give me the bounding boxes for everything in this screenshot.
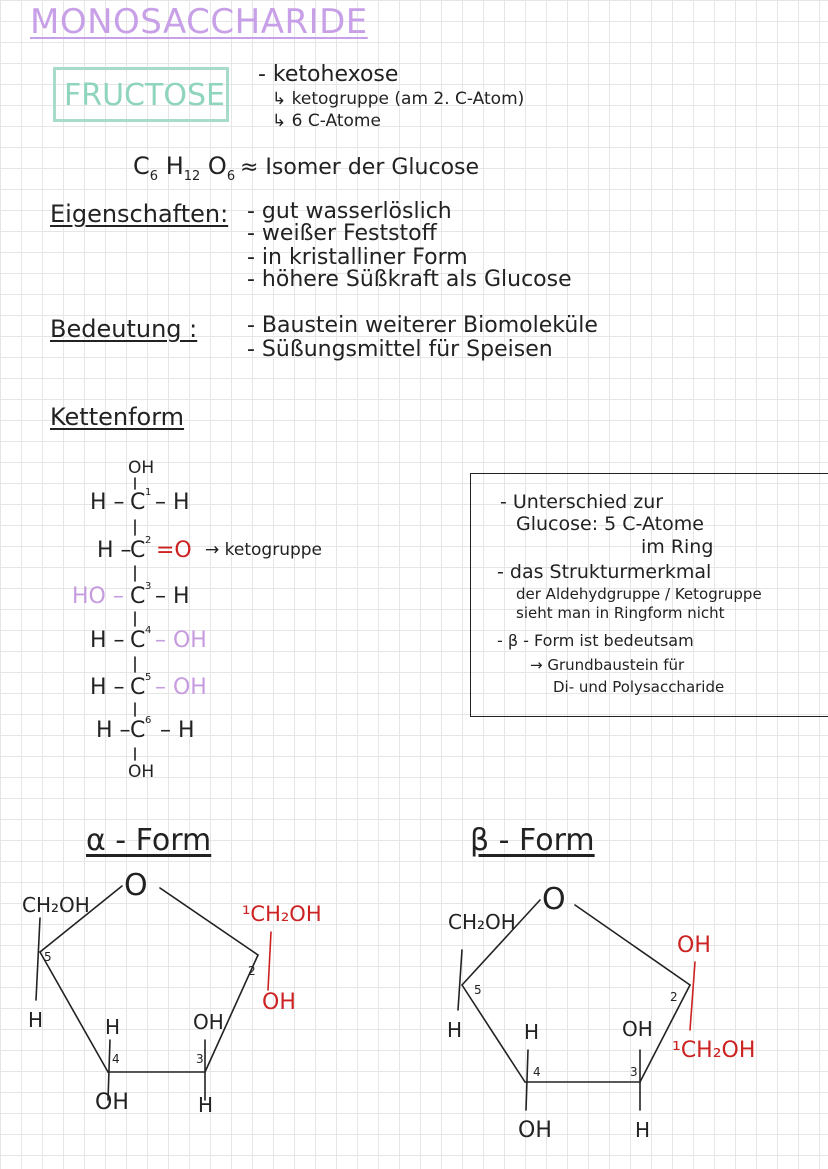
chain-c3-num: 3 — [145, 581, 152, 592]
chain-bottom-oh: OH — [128, 762, 155, 782]
chain-c4-left: H – — [90, 628, 125, 653]
beta-h-c4: H — [524, 1020, 540, 1044]
info-line: - Unterschied zur — [500, 491, 664, 513]
beta-oh-c3: OH — [622, 1017, 653, 1041]
chain-c5-right: – OH — [155, 675, 207, 700]
formula-c-sub: 6 — [149, 168, 159, 184]
alpha-c5-num: 5 — [44, 950, 52, 964]
beta-ring-bond — [462, 985, 525, 1082]
chain-c2-num: 2 — [145, 535, 152, 546]
info-line: der Aldehydgruppe / Ketogruppe — [516, 585, 762, 603]
alpha-c2-bond — [268, 932, 271, 990]
formula-h-sub: 12 — [183, 168, 201, 184]
chain-c6-num: 6 — [145, 715, 152, 726]
isomer-note: ≈ Isomer der Glucose — [240, 155, 480, 180]
c-atome-note: ↳ 6 C-Atome — [272, 111, 381, 131]
formula-o: O — [207, 152, 227, 180]
eigenschaft-item: - höhere Süßkraft als Glucose — [247, 267, 572, 292]
chain-c4: C — [130, 628, 146, 653]
info-line: sieht man in Ringform nicht — [516, 604, 725, 622]
chain-c6-right: – H — [160, 718, 195, 743]
chain-c2-left: H – — [97, 538, 132, 563]
chain-c4-right: – OH — [155, 628, 207, 653]
ketohexose-note: - ketohexose — [258, 62, 399, 87]
chain-c1-left: H – — [90, 490, 125, 515]
eigenschaften-label: Eigenschaften: — [50, 200, 229, 228]
alpha-form-label: α - Form — [86, 823, 212, 858]
alpha-ring-bond — [40, 952, 108, 1072]
bedeutung-label: Bedeutung : — [50, 315, 198, 343]
ketogruppe-note: ↳ ketogruppe (am 2. C-Atom) — [272, 89, 525, 109]
alpha-c5-bond — [36, 918, 40, 1000]
info-line: Glucose: 5 C-Atome — [516, 513, 704, 535]
beta-c1-ch2oh: ¹CH₂OH — [672, 1038, 756, 1063]
chain-c2: C — [130, 538, 146, 563]
eigenschaft-item: - weißer Feststoff — [247, 221, 437, 246]
chain-c1-right: – H — [155, 490, 190, 515]
beta-ring-bond — [575, 905, 690, 985]
chain-top-oh: OH — [128, 458, 155, 478]
chain-c3-right: – H — [155, 584, 190, 609]
beta-ch2oh-left: CH₂OH — [448, 910, 516, 934]
beta-c3-num: 3 — [630, 1065, 638, 1079]
beta-c5-bond — [458, 950, 462, 1010]
chain-c4-num: 4 — [145, 625, 152, 636]
alpha-ch2oh-left: CH₂OH — [22, 893, 90, 917]
beta-form-label: β - Form — [470, 823, 595, 858]
info-line: Di- und Polysaccharide — [553, 678, 725, 696]
chain-c1-num: 1 — [145, 487, 152, 498]
fructose-label: FRUCTOSE — [64, 78, 225, 113]
info-line: - β - Form ist bedeutsam — [497, 631, 694, 650]
alpha-c2-oh: OH — [262, 990, 296, 1015]
chain-c1: C — [130, 490, 146, 515]
kettenform-label: Kettenform — [50, 403, 185, 431]
chain-c3-left: HO – — [72, 584, 124, 609]
alpha-h-bottom: H — [198, 1093, 214, 1117]
beta-c4-num: 4 — [533, 1065, 541, 1079]
alpha-oh-c3: OH — [193, 1010, 224, 1034]
chain-c2-right: =O — [156, 538, 192, 563]
beta-c4-bond — [526, 1050, 528, 1110]
info-line: → Grundbaustein für — [530, 656, 685, 674]
bedeutung-item: - Baustein weiterer Biomoleküle — [247, 313, 598, 338]
beta-c5-num: 5 — [474, 983, 482, 997]
alpha-oh-bottom: OH — [95, 1090, 129, 1115]
eigenschaft-item: - gut wasserlöslich — [247, 199, 452, 224]
chain-c5: C — [130, 675, 146, 700]
formula-h: H — [165, 152, 184, 180]
chain-c6: C — [130, 718, 146, 743]
beta-oh-bottom: OH — [518, 1118, 552, 1143]
alpha-c1-ch2oh: ¹CH₂OH — [242, 902, 322, 926]
alpha-c2-num: 2 — [248, 964, 256, 978]
page-title: MONOSACCHARIDE — [30, 2, 368, 42]
beta-h-bottom: H — [635, 1118, 651, 1142]
alpha-ring-oxygen: O — [124, 868, 148, 903]
alpha-c3-num: 3 — [196, 1052, 204, 1066]
formula-o-sub: 6 — [226, 168, 236, 184]
beta-h-left: H — [447, 1018, 463, 1042]
info-line: - das Strukturmerkmal — [497, 561, 712, 583]
alpha-c4-num: 4 — [112, 1052, 120, 1066]
chain-c3: C — [130, 584, 146, 609]
beta-c2-oh: OH — [677, 933, 711, 958]
formula-c: C — [133, 152, 150, 180]
beta-c2-bond — [690, 962, 695, 1030]
chain-c5-left: H – — [90, 675, 125, 700]
ketogruppe-arrow-note: → ketogruppe — [205, 540, 323, 560]
bedeutung-item: - Süßungsmittel für Speisen — [247, 337, 553, 362]
alpha-h-c4: H — [105, 1015, 121, 1039]
alpha-h-left: H — [28, 1008, 44, 1032]
eigenschaft-item: - in kristalliner Form — [247, 245, 468, 270]
chain-c5-num: 5 — [145, 672, 152, 683]
chain-c6-left: H – — [96, 718, 131, 743]
beta-c2-num: 2 — [670, 990, 678, 1004]
info-line: im Ring — [641, 536, 714, 558]
beta-ring-oxygen: O — [542, 882, 566, 917]
